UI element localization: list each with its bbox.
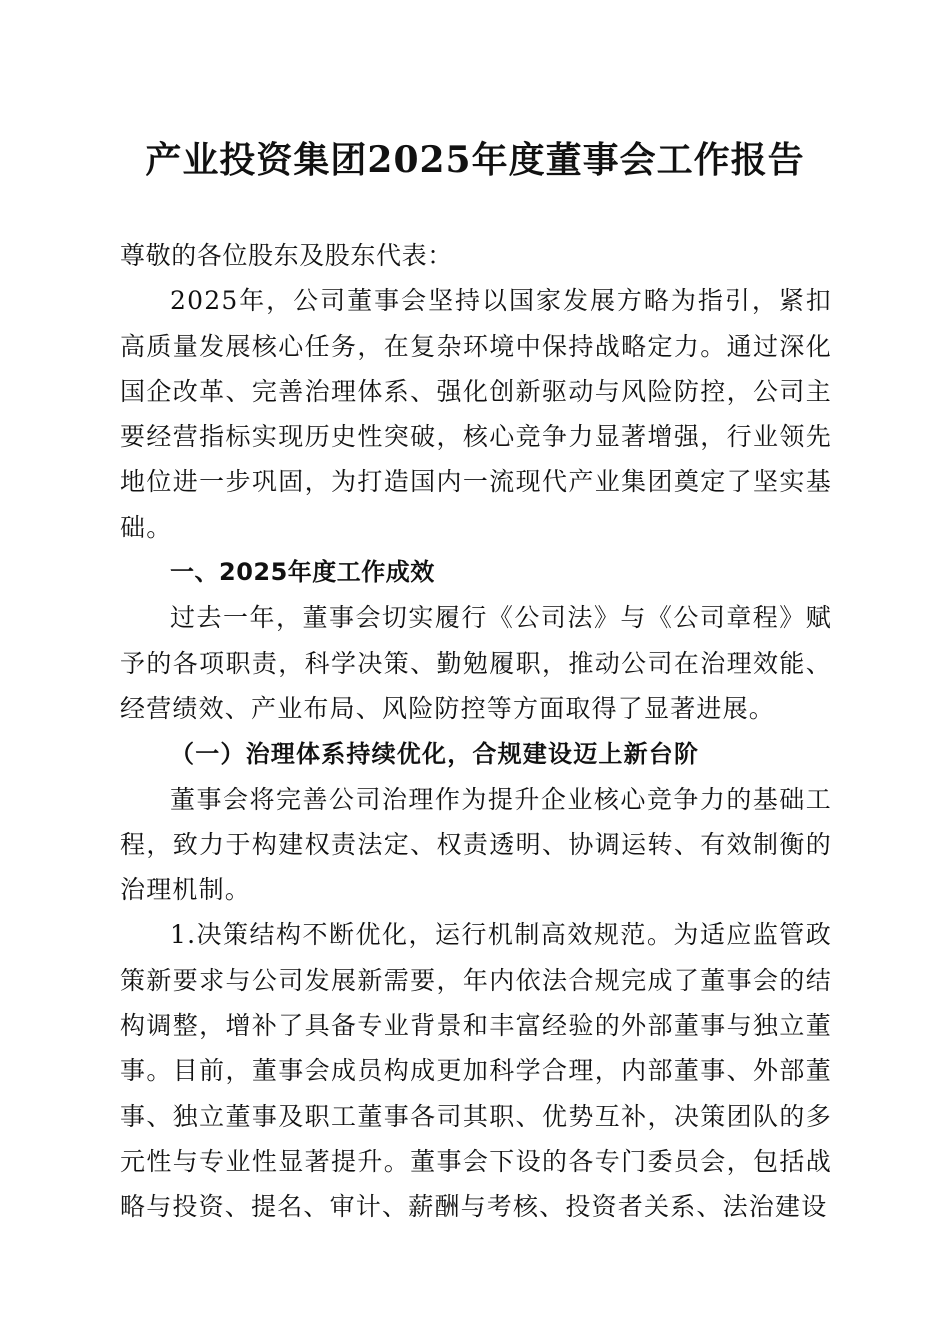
section-heading: 一、2025年度工作成效 xyxy=(170,558,435,587)
subsection-paragraph: 董事会将完善公司治理作为提升企业核心竞争力的基础工程，致力于构建权责法定、权责透明、协调运转、有效制衡的治理机制。 xyxy=(120,784,832,905)
item-paragraph: 1.决策结构不断优化，运行机制高效规范。为适应监管政策新要求与公司发展新需要，年内依法合规完成了董事会的结构调整，增补了具备专业背景和丰富经验的外部董事与独立董事。目前，董事会成员构成更加科学合理，内部董事、外部董事、独立董事及职工董事各司其职、优势互补，决策团队的多元性与专业性显著提升。董事会下设的各专门委员会，包括战略与投资、提名、审计、薪酬与考核、投资者关系、法治建设 xyxy=(120,920,832,1222)
section-paragraph: 过去一年，董事会切实履行《公司法》与《公司章程》赋予的各项职责，科学决策、勤勉履职，推动公司在治理效能、经营绩效、产业布局、风险防控等方面取得了显著进展。 xyxy=(120,603,832,723)
subsection-heading: （一）治理体系持续优化，合规建设迈上新台阶 xyxy=(170,739,700,769)
document-title: 产业投资集团2025年度董事会工作报告 xyxy=(145,139,805,181)
salutation: 尊敬的各位股东及股东代表： xyxy=(120,241,453,270)
intro-paragraph: 2025年，公司董事会坚持以国家发展方略为指引，紧扣高质量发展核心任务，在复杂环境中保持战略定力。通过深化国企改革、完善治理体系、强化创新驱动与风险防控，公司主要经营指标实现历史性突破，核心竞争力显著增强，行业领先地位进一步巩固，为打造国内一流现代产业集团奠定了坚实基础。 xyxy=(120,286,832,542)
document-body xyxy=(120,233,832,1230)
